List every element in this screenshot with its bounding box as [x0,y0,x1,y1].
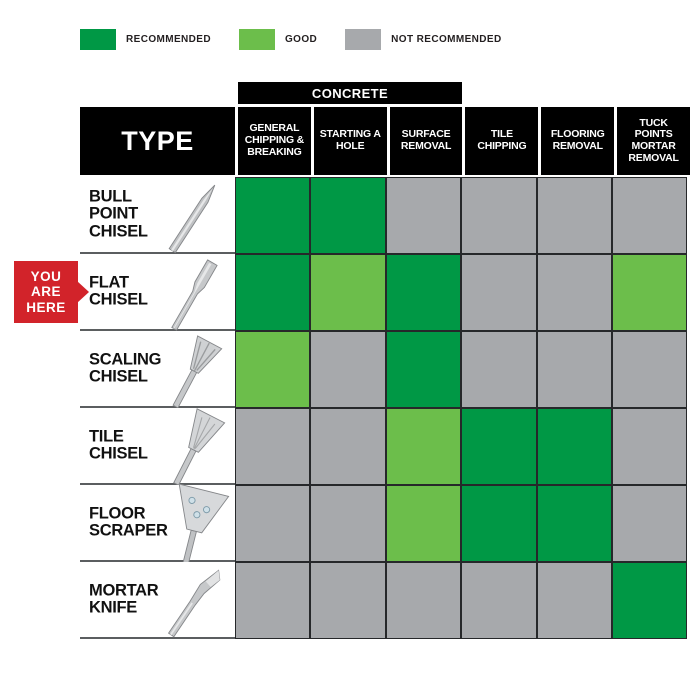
matrix-cell-scaling-chisel-tile-chipping [461,331,536,408]
legend [80,29,502,50]
matrix-cell-bull-point-chisel-flooring-removal [537,177,612,254]
legend-label: RECOMMENDED [126,34,211,45]
matrix-cell-scaling-chisel-general-chipping-breaking [235,331,310,408]
matrix-cell-flat-chisel-tuck-points-mortar-removal [612,254,687,331]
matrix-cell-mortar-knife-tuck-points-mortar-removal [612,562,687,639]
matrix-cell-tile-chisel-general-chipping-breaking [235,408,310,485]
matrix-cell-tile-chisel-surface-removal [386,408,461,485]
good-swatch-icon [239,29,275,50]
column-header-starting-a-hole: STARTING A HOLE [314,107,387,175]
matrix-cell-tile-chisel-tuck-points-mortar-removal [612,408,687,485]
row-label-cell-bull-point-chisel [80,177,235,254]
matrix-cell-mortar-knife-tile-chipping [461,562,536,639]
legend-label: GOOD [284,34,318,45]
column-group-header: CONCRETE [238,82,462,104]
column-header-flooring-removal: FLOORING REMOVAL [541,107,614,175]
row-label-cell-mortar-knife [80,562,235,639]
row-label: TILE CHISEL [89,426,148,463]
matrix-cell-tile-chisel-tile-chipping [461,408,536,485]
matrix-cell-floor-scraper-surface-removal [386,485,461,562]
mortar-knife-icon [157,559,235,639]
row-label-cell-floor-scraper [80,485,235,562]
scaling-chisel-icon [157,328,235,408]
matrix-cell-bull-point-chisel-general-chipping-breaking [235,177,310,254]
matrix-cell-floor-scraper-flooring-removal [537,485,612,562]
matrix-cell-floor-scraper-general-chipping-breaking [235,485,310,562]
matrix-cell-bull-point-chisel-starting-a-hole [310,177,385,254]
legend-item-recommended [80,29,211,50]
you-are-here-line: HERE [26,299,66,315]
matrix-cell-mortar-knife-flooring-removal [537,562,612,639]
column-headers [238,107,690,175]
floor-scraper-icon [157,482,235,562]
matrix-cell-scaling-chisel-flooring-removal [537,331,612,408]
matrix-cell-mortar-knife-starting-a-hole [310,562,385,639]
matrix-cell-bull-point-chisel-tile-chipping [461,177,536,254]
not-recommended-swatch-icon [345,29,381,50]
compatibility-grid [26,177,687,639]
matrix-cell-flat-chisel-tile-chipping [461,254,536,331]
legend-item-not-recommended [345,29,501,50]
row-label: FLAT CHISEL [89,272,148,309]
tile-chisel-icon [157,405,235,485]
row-label: BULL POINT CHISEL [89,187,148,241]
column-header-general-chipping-breaking: GENERAL CHIPPING & BREAKING [238,107,311,175]
column-header-tuck-points-mortar-removal: TUCK POINTS MORTAR REMOVAL [617,107,690,175]
matrix-cell-flat-chisel-general-chipping-breaking [235,254,310,331]
column-header-tile-chipping: TILE CHIPPING [465,107,538,175]
row-label-cell-flat-chisel [26,254,235,331]
legend-label: NOT RECOMMENDED [391,34,502,45]
flat-chisel-icon [157,251,235,331]
row-label: SCALING CHISEL [89,349,162,386]
column-header-surface-removal: SURFACE REMOVAL [390,107,463,175]
matrix-cell-scaling-chisel-tuck-points-mortar-removal [612,331,687,408]
you-are-here-line: YOU [30,269,62,285]
matrix-cell-scaling-chisel-starting-a-hole [310,331,385,408]
matrix-cell-floor-scraper-tuck-points-mortar-removal [612,485,687,562]
matrix-cell-floor-scraper-starting-a-hole [310,485,385,562]
row-label-cell-scaling-chisel [80,331,235,408]
bull-point-chisel-icon [157,174,235,254]
matrix-cell-flat-chisel-flooring-removal [537,254,612,331]
matrix-cell-bull-point-chisel-surface-removal [386,177,461,254]
matrix-cell-flat-chisel-surface-removal [386,254,461,331]
matrix-cell-tile-chisel-starting-a-hole [310,408,385,485]
legend-item-good [239,29,317,50]
type-header: TYPE [80,107,235,175]
matrix-cell-tile-chisel-flooring-removal [537,408,612,485]
matrix-cell-mortar-knife-surface-removal [386,562,461,639]
row-label: MORTAR KNIFE [89,580,159,617]
matrix-cell-flat-chisel-starting-a-hole [310,254,385,331]
matrix-cell-mortar-knife-general-chipping-breaking [235,562,310,639]
row-label: FLOOR SCRAPER [89,503,168,540]
matrix-cell-floor-scraper-tile-chipping [461,485,536,562]
you-are-here-line: ARE [30,284,61,300]
you-are-here-badge [14,261,78,323]
row-label-cell-tile-chisel [80,408,235,485]
matrix-cell-scaling-chisel-surface-removal [386,331,461,408]
badge-arrow-icon [77,281,89,303]
matrix-cell-bull-point-chisel-tuck-points-mortar-removal [612,177,687,254]
recommended-swatch-icon [80,29,116,50]
